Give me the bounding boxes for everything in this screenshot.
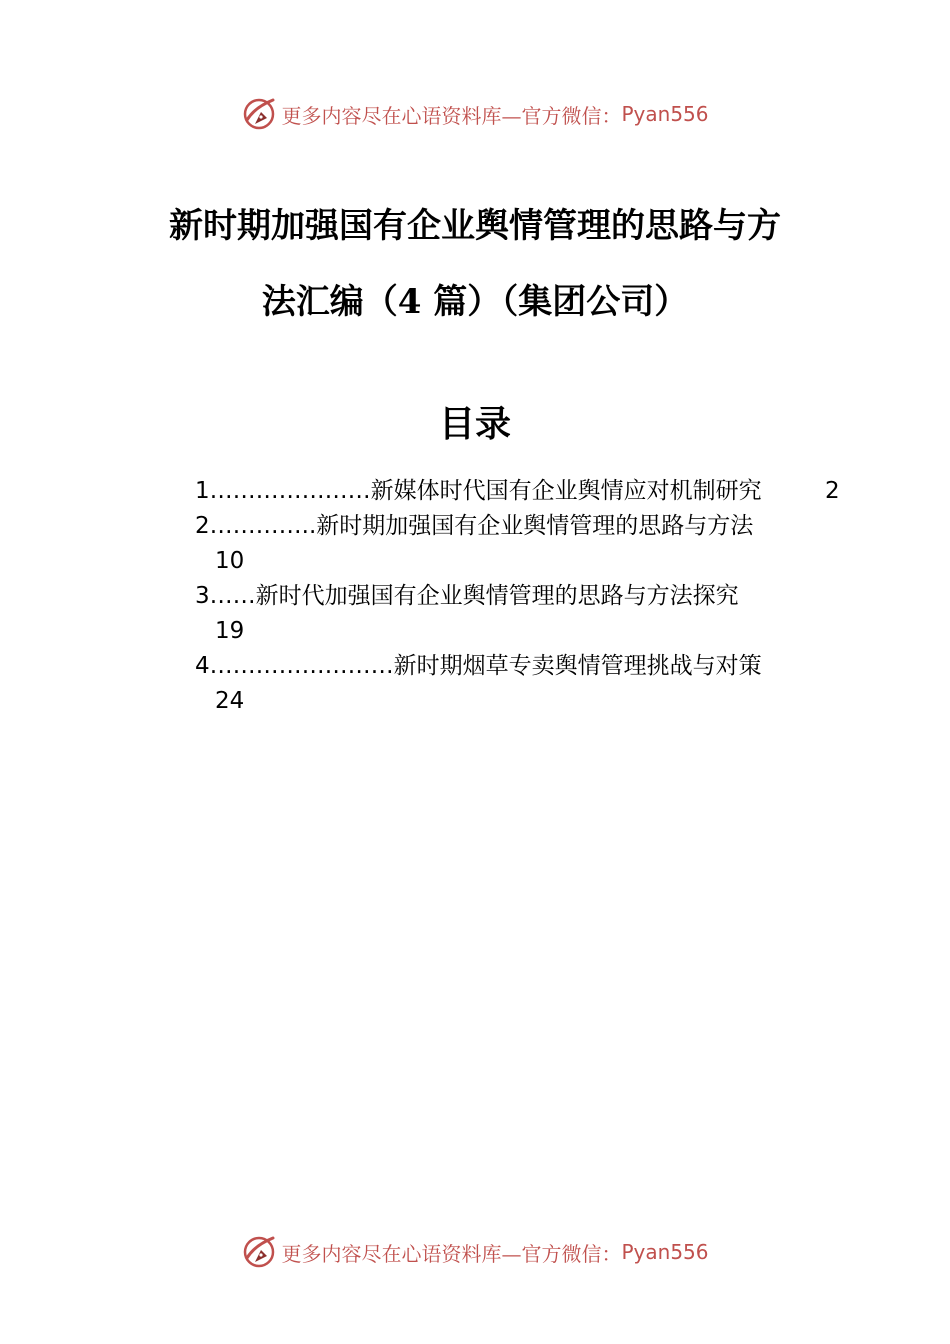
document-title-line-2: 法汇编（4 篇）（集团公司） — [261, 282, 689, 322]
document-title-line-1: 新时期加强国有企业舆情管理的思路与方 — [169, 206, 781, 246]
toc-entry-title: 新时期加强国有企业舆情管理的思路与方法 — [316, 513, 754, 539]
table-of-contents — [195, 474, 845, 719]
toc-leader-dots: …………………… — [209, 653, 394, 679]
toc-entry-number: 3 — [195, 583, 210, 609]
banner-text: 更多内容尽在心语资料库—官方微信： — [281, 1241, 622, 1266]
banner-text: 更多内容尽在心语资料库—官方微信： — [281, 103, 622, 128]
pen-nib-circle-icon — [241, 96, 277, 132]
toc-entry-title: 新时代加强国有企业舆情管理的思路与方法探究 — [255, 583, 739, 609]
toc-leader-dots: ………………… — [209, 478, 371, 504]
toc-entry-page: 24 — [215, 688, 245, 714]
toc-entry-number: 2 — [195, 513, 210, 539]
toc-heading: 目录 — [438, 403, 511, 445]
toc-entry-page: 19 — [215, 618, 245, 644]
toc-entry-page: 2 — [825, 478, 840, 504]
toc-entry-2[interactable] — [195, 509, 845, 579]
toc-entry-3[interactable] — [195, 579, 845, 649]
toc-leader-dots: ………….. — [209, 513, 317, 539]
toc-entry-title: 新媒体时代国有企业舆情应对机制研究 — [370, 478, 762, 504]
toc-leader-dots: …… — [209, 583, 256, 609]
toc-entry-title: 新时期烟草专卖舆情管理挑战与对策 — [393, 653, 762, 679]
footer-banner — [0, 1232, 950, 1272]
toc-entry-4[interactable] — [195, 649, 845, 719]
banner-wechat-handle: Pyan556 — [621, 102, 709, 126]
banner-wechat-handle: Pyan556 — [621, 1240, 709, 1264]
toc-entry-number: 4 — [195, 653, 210, 679]
pen-nib-circle-icon — [241, 1234, 277, 1270]
header-banner — [0, 94, 950, 134]
toc-entry-page: 10 — [215, 548, 245, 574]
toc-entry-1[interactable] — [195, 474, 845, 509]
toc-entry-number: 1 — [195, 478, 210, 504]
